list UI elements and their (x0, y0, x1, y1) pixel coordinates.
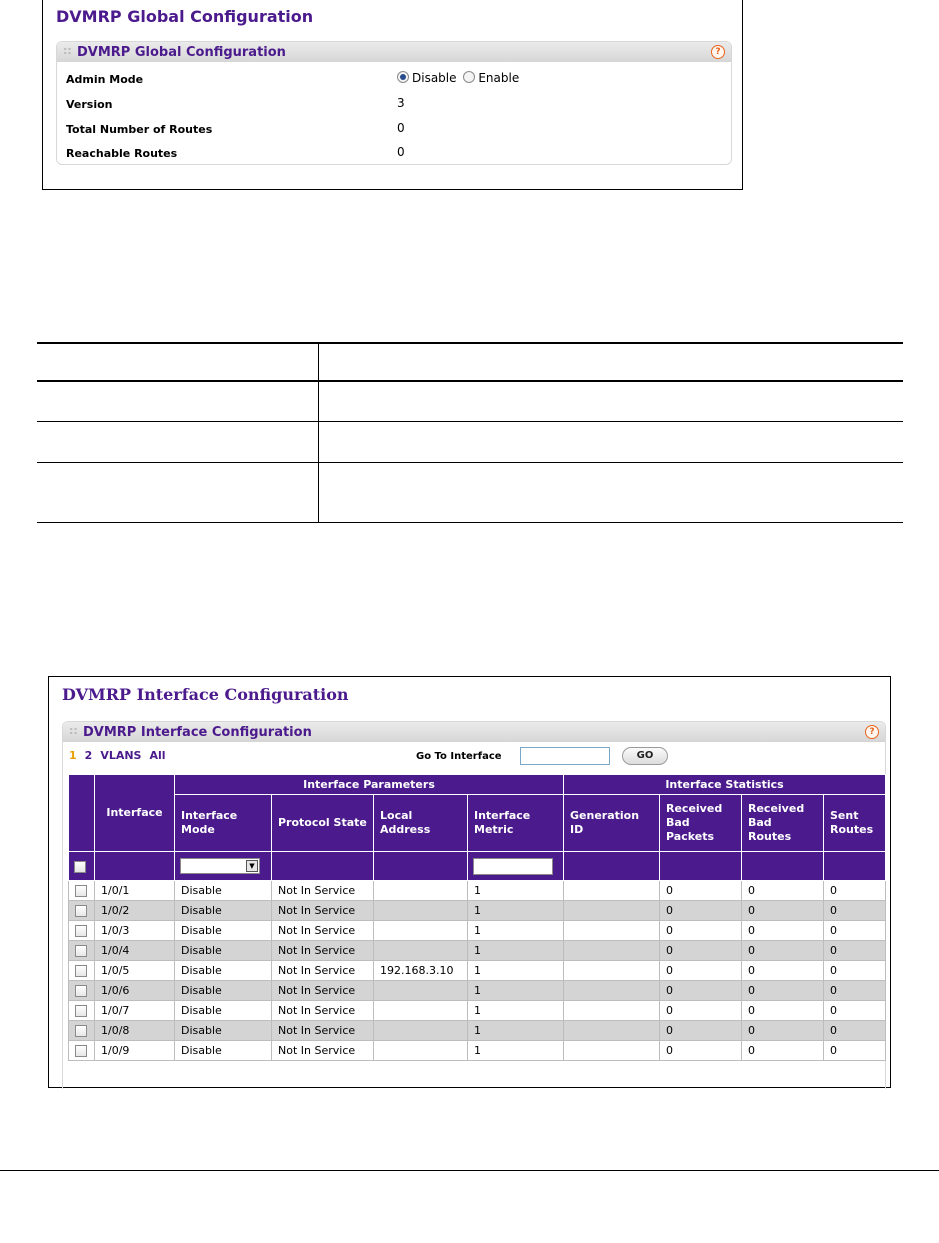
cell-bad-routes: 0 (742, 1041, 824, 1061)
cell-address (374, 1021, 468, 1041)
interface-mode-select[interactable] (180, 858, 260, 874)
cell-bad-routes: 0 (742, 1021, 824, 1041)
interface-table (68, 774, 886, 1061)
cell-metric: 1 (468, 961, 564, 981)
table-row[interactable] (69, 901, 886, 921)
reachable-routes-value: 0 (397, 145, 405, 159)
cell-metric: 1 (468, 881, 564, 901)
nav-page-2[interactable]: 2 (84, 749, 93, 762)
panel-title: DVMRP Interface Configuration (83, 725, 312, 740)
cell-state: Not In Service (272, 881, 374, 901)
group-interface-parameters: Interface Parameters (175, 775, 564, 795)
cell-bad-routes: 0 (742, 921, 824, 941)
cell-bad-packets: 0 (660, 1001, 742, 1021)
interface-table-body (69, 881, 886, 1061)
col-received-bad-routes[interactable]: Received Bad Routes (742, 795, 824, 852)
reachable-routes-label: Reachable Routes (66, 147, 178, 160)
cell-address (374, 921, 468, 941)
cell-mode: Disable (175, 921, 272, 941)
cell-bad-packets: 0 (660, 1021, 742, 1041)
admin-mode-disable-radio[interactable] (397, 71, 409, 83)
cell-state: Not In Service (272, 921, 374, 941)
cell-gen-id (564, 1041, 660, 1061)
row-checkbox[interactable] (75, 885, 87, 897)
table-row (37, 422, 903, 463)
goto-interface-label: Go To Interface (416, 751, 502, 762)
cell-address (374, 1041, 468, 1061)
cell-address (374, 941, 468, 961)
table-row[interactable] (69, 981, 886, 1001)
cell-bad-packets: 0 (660, 921, 742, 941)
total-routes-value: 0 (397, 121, 405, 135)
table-row[interactable] (69, 1001, 886, 1021)
nav-vlans[interactable]: VLANS (100, 749, 142, 762)
row-checkbox[interactable] (75, 1045, 87, 1057)
global-config-screenshot (42, 0, 743, 190)
col-interface-mode[interactable]: Interface Mode (175, 795, 272, 852)
cell-interface: 1/0/5 (95, 961, 175, 981)
help-icon[interactable]: ? (865, 725, 879, 739)
cell-metric: 1 (468, 901, 564, 921)
col-sent-routes[interactable]: Sent Routes (824, 795, 886, 852)
table-row[interactable] (69, 961, 886, 981)
cell-sent-routes: 0 (824, 1041, 886, 1061)
row-checkbox[interactable] (75, 925, 87, 937)
go-button[interactable]: GO (622, 747, 668, 765)
cell-state: Not In Service (272, 1041, 374, 1061)
cell-gen-id (564, 941, 660, 961)
cell-bad-routes: 0 (742, 1001, 824, 1021)
cell-interface: 1/0/1 (95, 881, 175, 901)
cell-bad-routes: 0 (742, 941, 824, 961)
cell-state: Not In Service (272, 1001, 374, 1021)
cell-interface: 1/0/4 (95, 941, 175, 961)
cell-mode: Disable (175, 1021, 272, 1041)
nav-all[interactable]: All (149, 749, 166, 762)
cell-mode: Disable (175, 981, 272, 1001)
row-checkbox[interactable] (75, 1025, 87, 1037)
select-all-checkbox[interactable] (74, 861, 86, 873)
cell-address: 192.168.3.10 (374, 961, 468, 981)
cell-metric: 1 (468, 921, 564, 941)
drag-handle-icon: :: (63, 44, 72, 57)
row-checkbox[interactable] (75, 965, 87, 977)
cell-sent-routes: 0 (824, 1021, 886, 1041)
table-row[interactable] (69, 881, 886, 901)
row-checkbox[interactable] (75, 985, 87, 997)
interface-page-nav (69, 749, 174, 762)
cell-bad-routes: 0 (742, 981, 824, 1001)
total-routes-label: Total Number of Routes (66, 123, 213, 136)
cell-sent-routes: 0 (824, 881, 886, 901)
cell-gen-id (564, 1001, 660, 1021)
global-config-panel (56, 41, 732, 165)
table-row[interactable] (69, 1021, 886, 1041)
cell-bad-routes: 0 (742, 901, 824, 921)
cell-sent-routes: 0 (824, 961, 886, 981)
cell-state: Not In Service (272, 961, 374, 981)
cell-gen-id (564, 901, 660, 921)
column-header-row (69, 795, 886, 852)
cell-bad-routes: 0 (742, 961, 824, 981)
cell-metric: 1 (468, 981, 564, 1001)
cell-bad-packets: 0 (660, 901, 742, 921)
cell-mode: Disable (175, 1041, 272, 1061)
cell-mode: Disable (175, 1001, 272, 1021)
cell-address (374, 901, 468, 921)
table-header-row (37, 343, 903, 381)
cell-mode: Disable (175, 881, 272, 901)
cell-state: Not In Service (272, 901, 374, 921)
cell-interface: 1/0/3 (95, 921, 175, 941)
page-title: DVMRP Interface Configuration (62, 685, 349, 704)
table-row[interactable] (69, 921, 886, 941)
cell-mode: Disable (175, 961, 272, 981)
cell-mode: Disable (175, 901, 272, 921)
cell-sent-routes: 0 (824, 941, 886, 961)
cell-metric: 1 (468, 941, 564, 961)
page-title: DVMRP Global Configuration (56, 7, 314, 26)
panel-header (57, 42, 731, 62)
row-checkbox[interactable] (75, 1005, 87, 1017)
panel-title: DVMRP Global Configuration (77, 45, 286, 60)
col-protocol-state[interactable]: Protocol State (272, 795, 374, 852)
cell-address (374, 881, 468, 901)
admin-mode-enable-radio[interactable] (463, 71, 475, 83)
cell-bad-packets: 0 (660, 981, 742, 1001)
col-generation-id[interactable]: Generation ID (564, 795, 660, 852)
cell-bad-packets: 0 (660, 941, 742, 961)
cell-interface: 1/0/6 (95, 981, 175, 1001)
cell-sent-routes: 0 (824, 981, 886, 1001)
cell-sent-routes: 0 (824, 1001, 886, 1021)
cell-state: Not In Service (272, 1021, 374, 1041)
admin-mode-enable-label: Enable (478, 71, 520, 85)
cell-address (374, 981, 468, 1001)
cell-bad-packets: 0 (660, 961, 742, 981)
interface-metric-input[interactable] (473, 858, 553, 875)
row-checkbox[interactable] (75, 945, 87, 957)
cell-state: Not In Service (272, 941, 374, 961)
cell-address (374, 1001, 468, 1021)
group-header-row (69, 775, 886, 795)
panel-header (63, 722, 885, 742)
cell-gen-id (564, 981, 660, 1001)
cell-gen-id (564, 921, 660, 941)
field-description-table (37, 342, 903, 523)
cell-bad-routes: 0 (742, 881, 824, 901)
table-row[interactable] (69, 1041, 886, 1061)
cell-mode: Disable (175, 941, 272, 961)
interface-config-screenshot (48, 676, 891, 1088)
interface-config-panel (62, 721, 886, 1089)
nav-page-1[interactable]: 1 (69, 749, 77, 762)
table-row (37, 463, 903, 523)
cell-interface: 1/0/8 (95, 1021, 175, 1041)
version-label: Version (66, 98, 113, 111)
cell-interface: 1/0/2 (95, 901, 175, 921)
col-interface-metric[interactable]: Interface Metric (468, 795, 564, 852)
cell-gen-id (564, 1021, 660, 1041)
cell-interface: 1/0/9 (95, 1041, 175, 1061)
drag-handle-icon: :: (69, 724, 78, 737)
chevron-down-icon: ▼ (246, 860, 258, 872)
admin-mode-options (397, 71, 519, 85)
cell-sent-routes: 0 (824, 901, 886, 921)
col-received-bad-packets[interactable]: Received Bad Packets (660, 795, 742, 852)
admin-mode-disable-label: Disable (412, 71, 457, 85)
group-interface-statistics: Interface Statistics (564, 775, 886, 795)
cell-interface: 1/0/7 (95, 1001, 175, 1021)
table-row (37, 381, 903, 422)
row-checkbox[interactable] (75, 905, 87, 917)
cell-bad-packets: 0 (660, 1041, 742, 1061)
admin-mode-label: Admin Mode (66, 73, 144, 86)
help-icon[interactable]: ? (711, 45, 725, 59)
cell-gen-id (564, 961, 660, 981)
cell-metric: 1 (468, 1041, 564, 1061)
cell-metric: 1 (468, 1001, 564, 1021)
filter-row (69, 852, 886, 881)
col-interface[interactable]: Interface (95, 775, 175, 852)
cell-gen-id (564, 881, 660, 901)
cell-metric: 1 (468, 1021, 564, 1041)
cell-bad-packets: 0 (660, 881, 742, 901)
version-value: 3 (397, 96, 405, 110)
table-row[interactable] (69, 941, 886, 961)
col-local-address[interactable]: Local Address (374, 795, 468, 852)
cell-sent-routes: 0 (824, 921, 886, 941)
cell-state: Not In Service (272, 981, 374, 1001)
page-footer-rule (0, 1170, 939, 1171)
select-column-header (69, 775, 95, 852)
goto-interface-input[interactable] (520, 747, 610, 765)
